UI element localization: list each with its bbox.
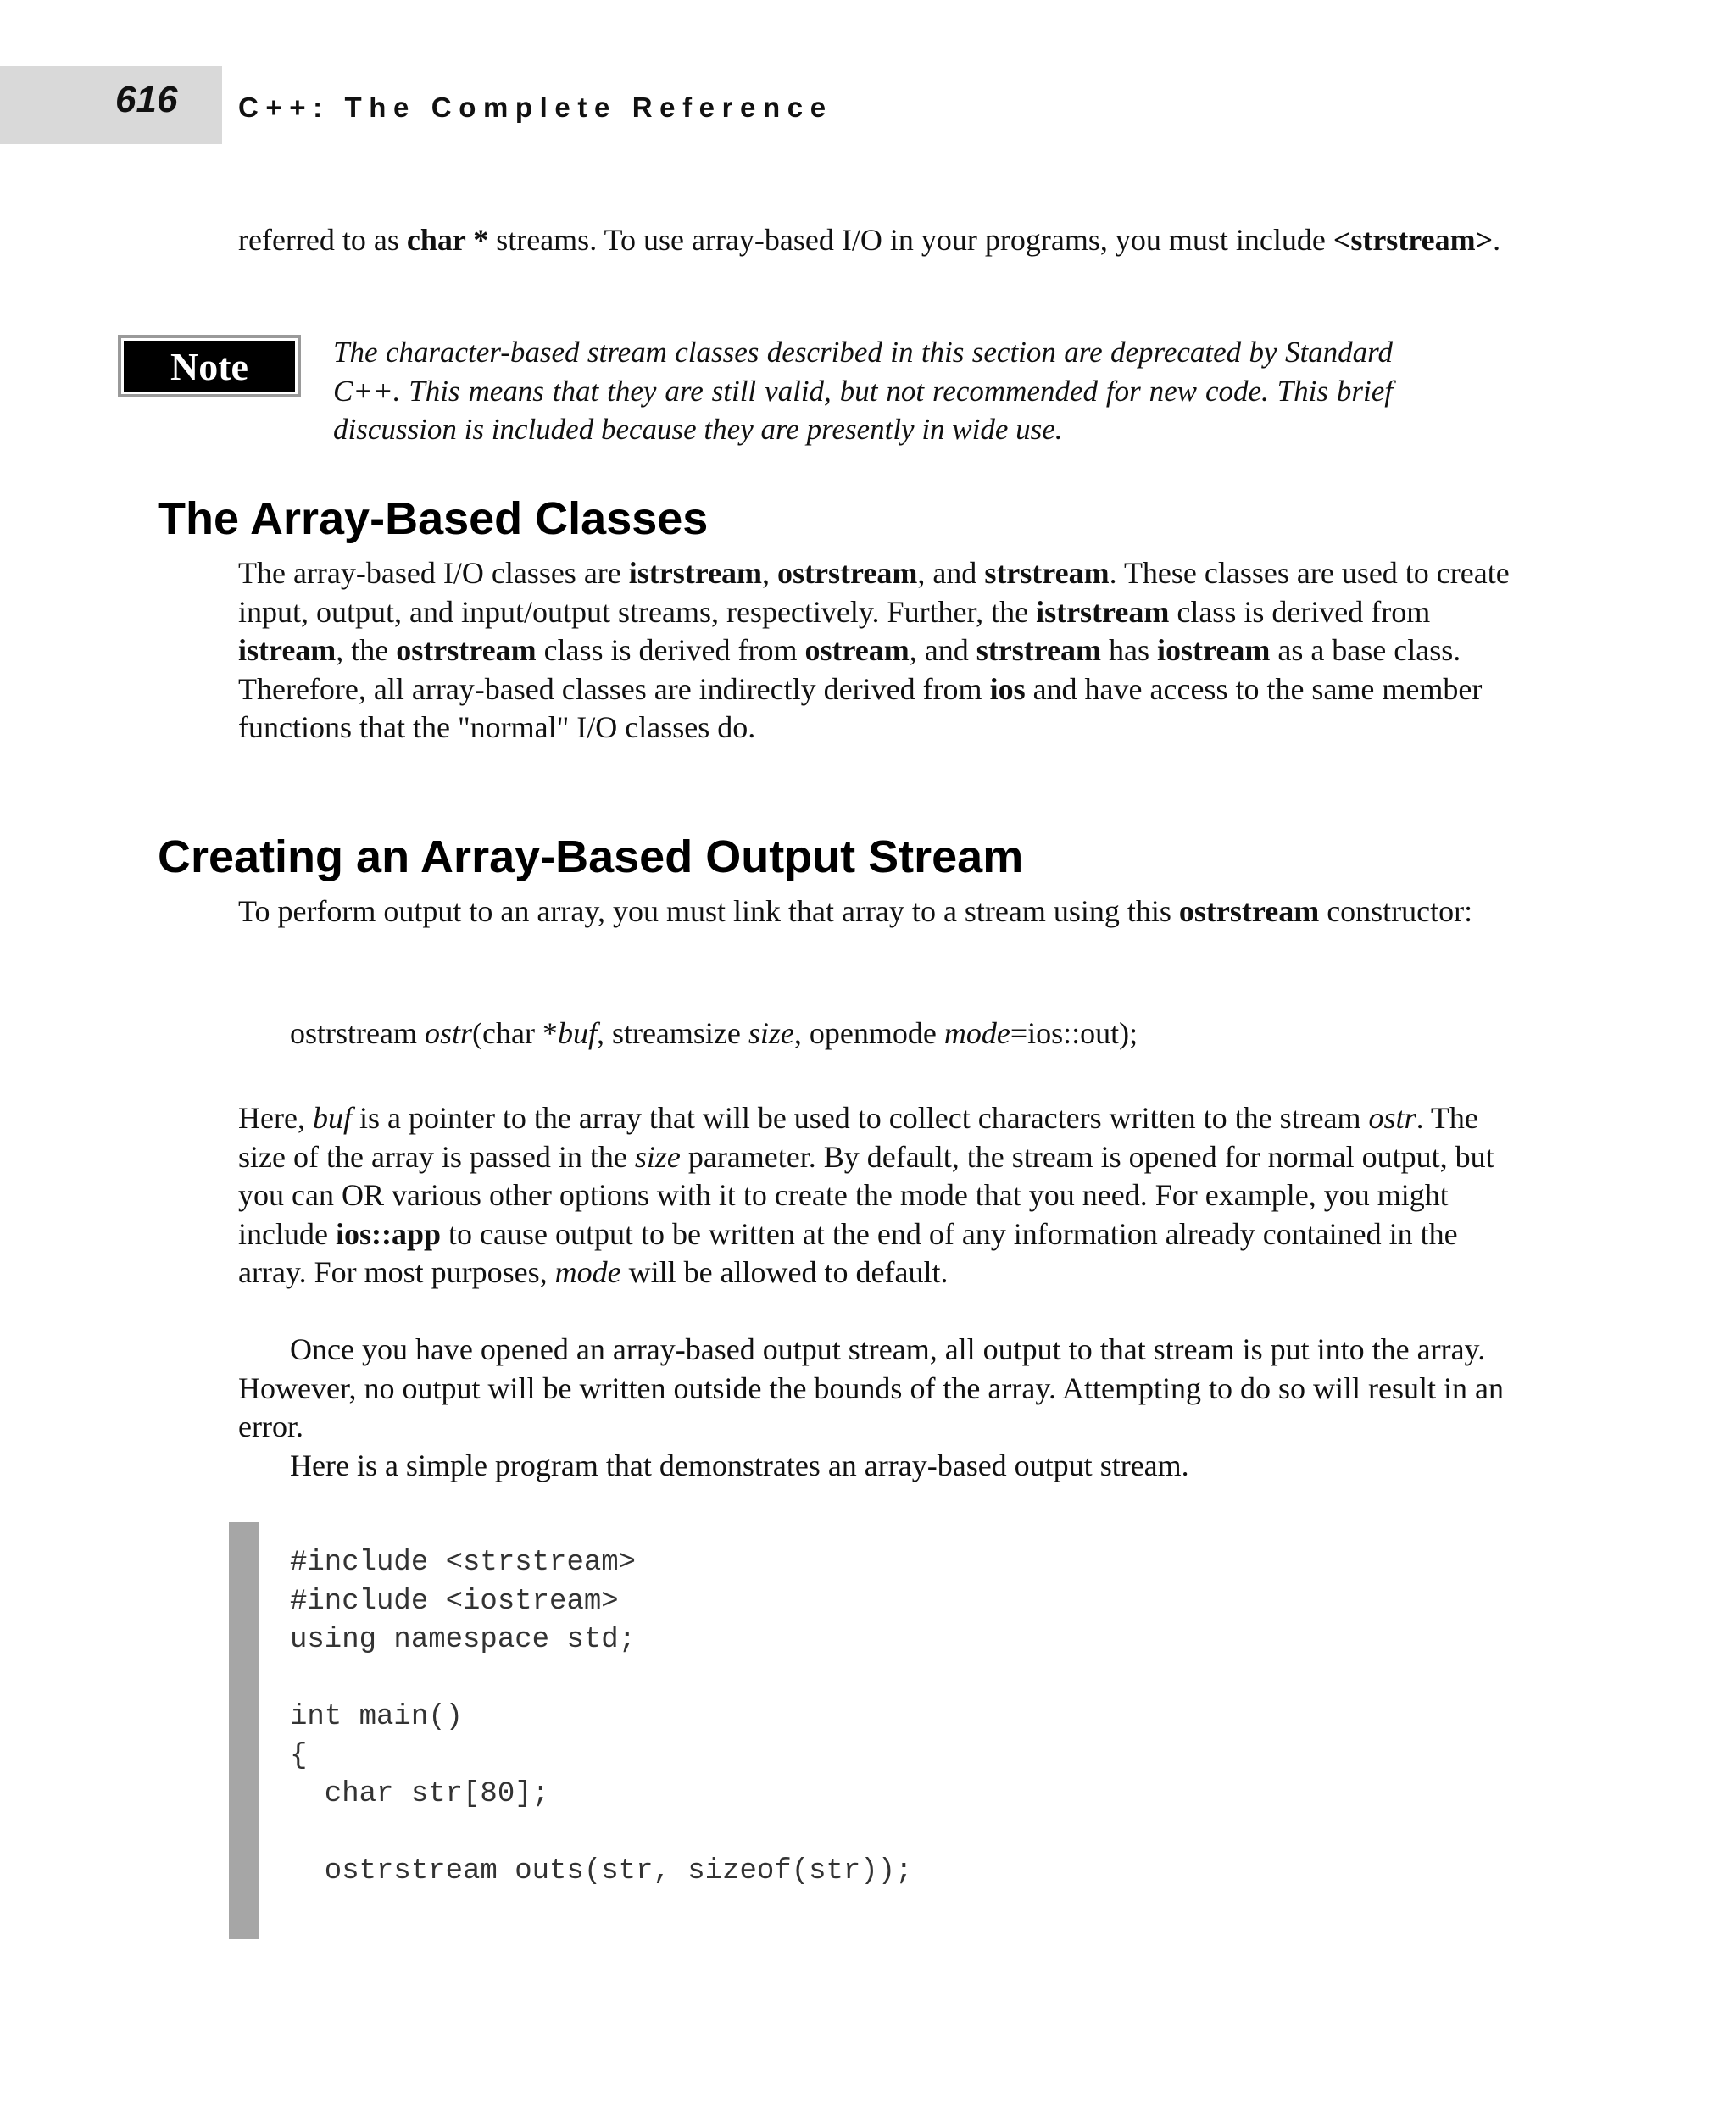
code-line: char str[80]; — [290, 1778, 550, 1810]
section-heading-array-based-classes: The Array-Based Classes — [158, 493, 709, 544]
code-listing — [290, 1544, 913, 1892]
bounds-paragraph: Once you have opened an array-based output stream, all output to that stream is put into the array. However, no output will be written outside the bounds of the array. Attempting to do so will result in an error. — [238, 1332, 1504, 1443]
code-listing-bar — [229, 1522, 259, 1939]
note-label-box — [118, 335, 301, 397]
code-line: { — [290, 1739, 308, 1772]
note-label: Note — [121, 338, 298, 394]
note-text: The character-based stream classes described in this section are deprecated by Standard C++. This means that they are still valid, but not recommended for new code. This brief discussion is included because they are presently in wide use. — [333, 336, 1393, 446]
code-line — [290, 1660, 913, 1699]
program-intro-paragraph: Here is a simple program that demonstrates an array-based output stream. — [290, 1448, 1189, 1482]
page-number: 616 — [115, 79, 178, 120]
code-line: #include <iostream> — [290, 1585, 619, 1618]
constructor-signature: ostrstream ostr(char *buf, streamsize size, openmode mode=ios::out); — [290, 1016, 1138, 1050]
intro-paragraph: referred to as char * streams. To use array-based I/O in your programs, you must include <strstream>. — [238, 223, 1501, 257]
section-heading-output-stream: Creating an Array-Based Output Stream — [158, 831, 1024, 882]
code-line: int main() — [290, 1701, 464, 1733]
code-line — [290, 1815, 913, 1854]
code-line: ostrstream outs(str, sizeof(str)); — [290, 1855, 913, 1887]
code-line: using namespace std; — [290, 1624, 637, 1656]
page-number-tab — [0, 66, 222, 144]
output-intro-paragraph: To perform output to an array, you must link that array to a stream using this ostrstream constructor: — [238, 894, 1473, 928]
running-head: C++: The Complete Reference — [238, 92, 833, 123]
array-classes-paragraph: The array-based I/O classes are istrstream, ostrstream, and strstream. These classes are used to create input, output, and input/output streams, respectively. Further, the istrstream class is derived from istream, the ostrstream class is derived from ostream, and strstream has iostream as a base class. Therefore, all array-based classes are indirectly derived from ios and have access to the same member functions that the "normal" I/O classes do. — [238, 556, 1510, 744]
parameters-paragraph: Here, buf is a pointer to the array that will be used to collect characters written to the stream ostr. The size of the array is passed in the size parameter. By default, the stream is opened for normal output, but you can OR various other options with it to create the mode that you need. For example, you might include ios::app to cause output to be written at the end of any information already contained in the array. For most purposes, mode will be allowed to default. — [238, 1101, 1494, 1289]
code-line: #include <strstream> — [290, 1547, 637, 1579]
